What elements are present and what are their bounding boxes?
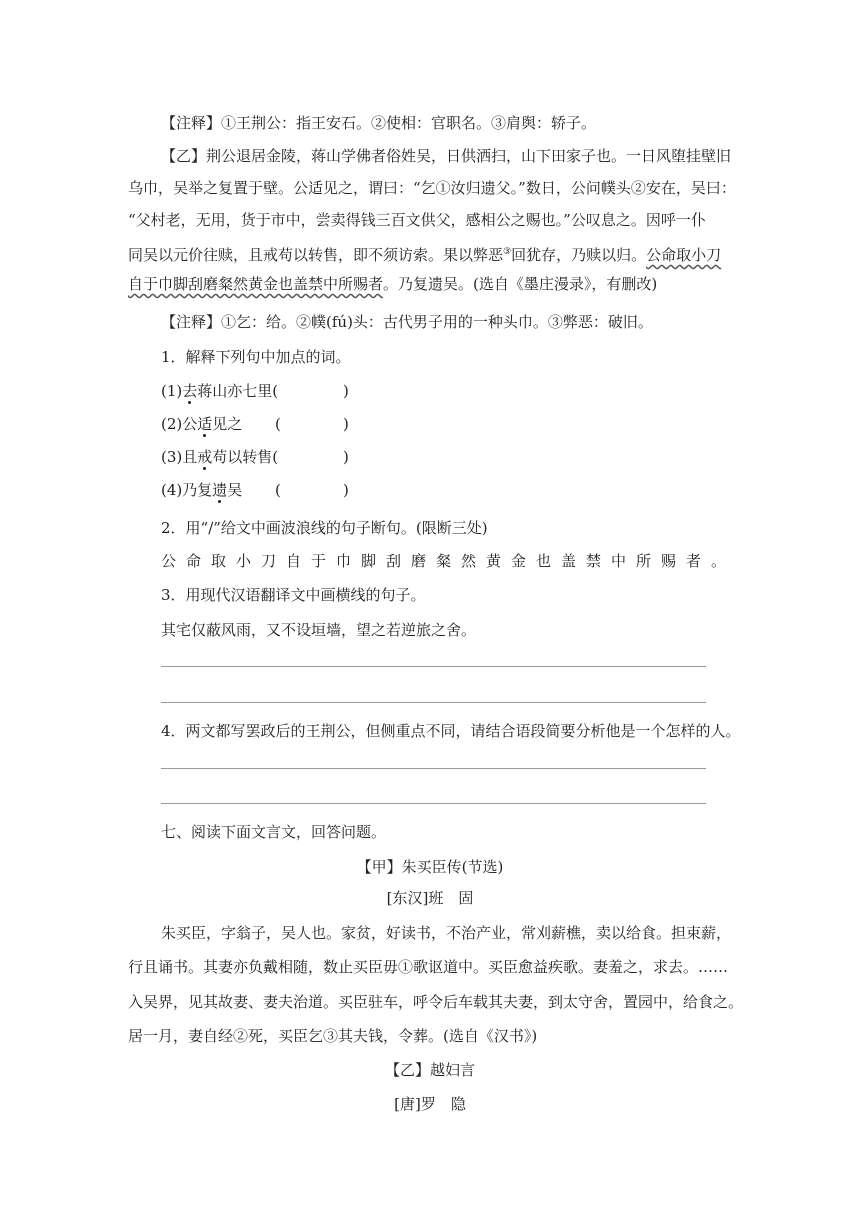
yi-line-4-text: 同吴以元价往赎，且戒苟以转售，即不须访索。果以弊恶 (128, 246, 504, 264)
q1-item-4-dotted-word: 遗 (212, 481, 228, 499)
yi-line-4-text-b: 回犹存，乃赎以归。 (511, 246, 647, 264)
wavy-sentence-start: 公命取小刀 (646, 246, 722, 264)
q1-item-4-open: ( (275, 481, 281, 499)
yi2-author: [唐]罗 隐 (394, 1095, 466, 1113)
jia-line-2: 行且诵书。其妻亦负戴相随，数止买臣毋①歌讴道中。买臣愈益疾歌。妻羞之，求去。…… (128, 958, 729, 976)
q4-answer-line-1[interactable] (161, 768, 706, 769)
q3-sentence: 其宅仅蔽风雨，又不设垣墙，望之若逆旅之舍。 (161, 621, 477, 639)
jia-line-1: 朱买臣，字翁子，吴人也。家贫，好读书，不治产业，常刈薪樵，卖以给食。担束薪， (161, 924, 732, 942)
q4-title: 4．两文都写罢政后的王荆公，但侧重点不同，请结合语段简要分析他是一个怎样的人。 (161, 722, 741, 740)
q1-item-3-rest: 苟以转售( (212, 448, 279, 466)
q1-item-2-rest: 见之 (212, 415, 243, 433)
q3-answer-line-1[interactable] (161, 666, 706, 667)
jia-line-4: 居一月，妻自经②死，买臣乞③其夫钱，令葬。(选自《汉书》) (128, 1027, 538, 1045)
q1-item-2-prefix: (2)公 (161, 415, 198, 433)
q1-item-1-prefix: (1) (161, 382, 183, 400)
q4-answer-line-2[interactable] (161, 803, 706, 804)
yi-passage-line-1: 【乙】荆公退居金陵，蒋山学佛者俗姓吴，日供洒扫，山下田家子也。一日风堕挂壁旧 (161, 147, 732, 165)
q1-item-2-close: ) (343, 415, 349, 433)
yi-passage-line-3: “父村老，无用，货于市中，尝卖得钱三百文供父，感相公之赐也。”公叹息之。因呼一仆 (128, 211, 706, 229)
q2-sentence: 公命取小刀自于巾脚刮磨粲然黄金也盖禁中所赐者。 (161, 552, 737, 570)
q1-item-3 (161, 446, 349, 468)
q1-item-2-open: ( (275, 415, 281, 433)
q1-title: 1．解释下列句中加点的词。 (161, 348, 351, 366)
q1-item-2-dotted-word: 适 (197, 415, 213, 433)
q3-title: 3．用现代汉语翻译文中画横线的句子。 (161, 586, 426, 604)
q1-item-4-rest: 吴 (227, 481, 243, 499)
q1-item-1-rest: 蒋山亦七里( (197, 382, 279, 400)
q3-answer-line-2[interactable] (161, 702, 706, 703)
q1-item-1-dotted-word: 去 (182, 382, 198, 400)
yi-passage-line-2: 乌巾，吴举之复置于壁。公适见之，谓曰：“乞①汝归遗父。”数日，公问幞头②安在，吴曰： (128, 179, 736, 197)
yi-passage-line-4 (128, 241, 721, 266)
footnote-3: ③ (503, 247, 512, 257)
section-7-heading: 七、阅读下面文言文，回答问题。 (161, 823, 387, 841)
q1-item-2 (161, 413, 349, 435)
notes-1: 【注释】①王荆公：指王安石。②使相：官职名。③肩舆：轿子。 (161, 114, 597, 132)
q1-item-4-close: ) (343, 481, 349, 499)
q1-item-4-prefix: (4)乃复 (161, 481, 213, 499)
q1-item-3-dotted-word: 戒 (197, 448, 213, 466)
jia-line-3: 入吴界，见其故妻、妻夫治道。买臣驻车，呼令后车载其夫妻，到太守舍，置园中，给食之。 (128, 993, 744, 1011)
yi2-title: 【乙】越妇言 (384, 1061, 475, 1079)
jia-title: 【甲】朱买臣传(节选) (356, 858, 504, 876)
jia-author: [东汉]班 固 (386, 889, 474, 907)
q1-item-1-close: ) (343, 382, 349, 400)
yi-line-5-text: 。乃复遗吴。(选自《墨庄漫录》，有删改) (383, 275, 658, 293)
wavy-sentence-end: 自于巾脚刮磨粲然黄金也盖禁中所赐者 (128, 275, 384, 293)
q1-item-3-close: ) (343, 448, 349, 466)
q1-item-3-prefix: (3)且 (161, 448, 198, 466)
yi-passage-line-5 (128, 273, 657, 295)
q2-title: 2．用“/”给文中画波浪线的句子断句。(限断三处) (161, 519, 488, 537)
q1-item-4 (161, 479, 349, 501)
notes-2: 【注释】①乞：给。②幞(fú)头：古代男子用的一种头巾。③弊恶：破旧。 (161, 313, 653, 331)
q1-item-1 (161, 380, 349, 402)
